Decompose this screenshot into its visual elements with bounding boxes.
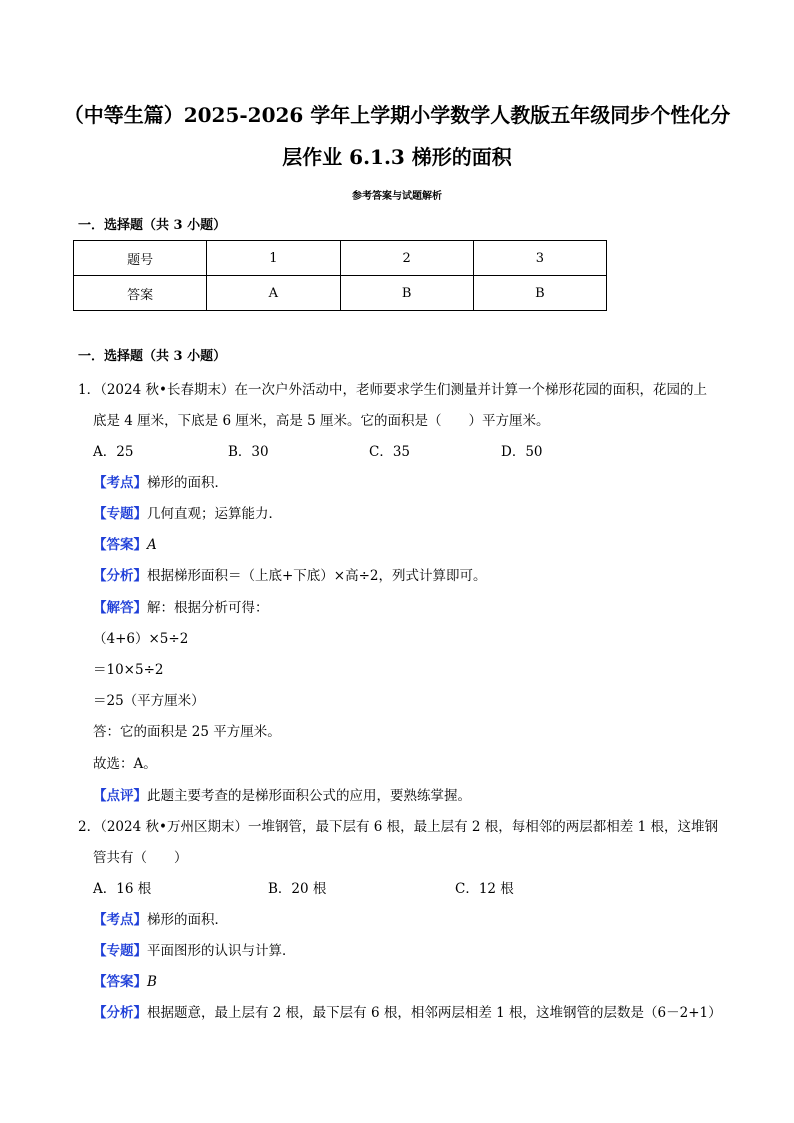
q2-fenxi-label: 【分析】	[93, 1005, 147, 1021]
q1-choose: 故选：A。	[93, 756, 157, 772]
q2-option-c: C．12 根	[455, 881, 514, 897]
table-cell: 1	[207, 241, 340, 276]
table-row	[74, 241, 607, 276]
q1-zhuanti-label: 【专题】	[93, 506, 147, 522]
q1-zhuanti-text: 几何直观；运算能力．	[147, 506, 282, 522]
table-cell: B	[473, 276, 606, 311]
q2-stem-line1: 2．（2024 秋•万州区期末）一堆钢管，最下层有 6 根，最上层有 2 根，每相邻的两层都相差 1 根，这堆钢	[78, 819, 718, 835]
q1-reply: 答：它的面积是 25 平方厘米。	[93, 724, 281, 740]
q1-zhuanti	[93, 505, 282, 523]
q1-kaodian	[93, 474, 228, 492]
q2-daan-text: B	[147, 974, 157, 990]
q1-dianping-text: 此题主要考查的是梯形面积公式的应用，要熟练掌握。	[147, 788, 471, 804]
q1-stem-line1: 1．（2024 秋•长春期末）在一次户外活动中，老师要求学生们测量并计算一个梯形花园的面积，花园的上	[78, 382, 707, 398]
q2-zhuanti-text: 平面图形的认识与计算．	[147, 943, 296, 959]
q1-kaodian-label: 【考点】	[93, 475, 147, 491]
table-cell: 3	[473, 241, 606, 276]
q1-fenxi	[93, 567, 487, 585]
table-cell: 题号	[74, 241, 207, 276]
q1-dianping	[93, 787, 471, 805]
q2-zhuanti	[93, 942, 296, 960]
q1-calc-line1: （4+6）×5÷2	[93, 631, 189, 647]
q1-fenxi-text: 根据梯形面积＝（上底+下底）×高÷2，列式计算即可。	[147, 568, 487, 584]
q1-fenxi-label: 【分析】	[93, 568, 147, 584]
table-cell: 2	[340, 241, 473, 276]
q2-kaodian	[93, 911, 228, 929]
q1-daan-label: 【答案】	[93, 537, 147, 553]
q2-zhuanti-label: 【专题】	[93, 943, 147, 959]
document-title-line1: （中等生篇）2025-2026 学年上学期小学数学人教版五年级同步个性化分	[63, 103, 731, 127]
q2-fenxi	[93, 1004, 722, 1022]
table-cell: A	[207, 276, 340, 311]
q2-daan-label: 【答案】	[93, 974, 147, 990]
q1-calc-line2: ＝10×5÷2	[93, 662, 164, 678]
q1-jieda	[93, 599, 269, 617]
table-row	[74, 276, 607, 311]
q2-daan	[93, 973, 157, 991]
document-title-line2: 层作业 6.1.3 梯形的面积	[282, 145, 512, 169]
section-heading-answers: 一．选择题（共 3 小题）	[78, 218, 227, 233]
q1-kaodian-text: 梯形的面积．	[147, 475, 228, 491]
document-subtitle: 参考答案与试题解析	[352, 191, 442, 202]
q2-fenxi-text: 根据题意，最上层有 2 根，最下层有 6 根，相邻两层相差 1 根，这堆钢管的层数是（6－2+1）	[147, 1005, 722, 1021]
q2-option-b: B．20 根	[268, 881, 327, 897]
q1-daan-text: A	[147, 537, 157, 553]
q1-daan	[93, 536, 157, 554]
q1-option-b: B．30	[228, 444, 269, 460]
q2-kaodian-text: 梯形的面积．	[147, 912, 228, 928]
q2-stem-line2: 管共有（ ）	[93, 850, 188, 866]
answer-table	[73, 240, 607, 311]
table-cell: 答案	[74, 276, 207, 311]
q2-option-a: A．16 根	[93, 881, 152, 897]
q2-kaodian-label: 【考点】	[93, 912, 147, 928]
q1-option-c: C．35	[369, 444, 411, 460]
q1-calc-line3: ＝25（平方厘米）	[93, 693, 205, 709]
q1-option-d: D．50	[501, 444, 543, 460]
q1-dianping-label: 【点评】	[93, 788, 147, 804]
section-heading-questions: 一．选择题（共 3 小题）	[78, 349, 227, 364]
table-cell: B	[340, 276, 473, 311]
q1-stem-line2: 底是 4 厘米，下底是 6 厘米，高是 5 厘米。它的面积是（ ）平方厘米。	[93, 413, 550, 429]
q1-jieda-text: 解：根据分析可得：	[147, 600, 269, 616]
q1-option-a: A．25	[93, 444, 134, 460]
q1-jieda-label: 【解答】	[93, 600, 147, 616]
